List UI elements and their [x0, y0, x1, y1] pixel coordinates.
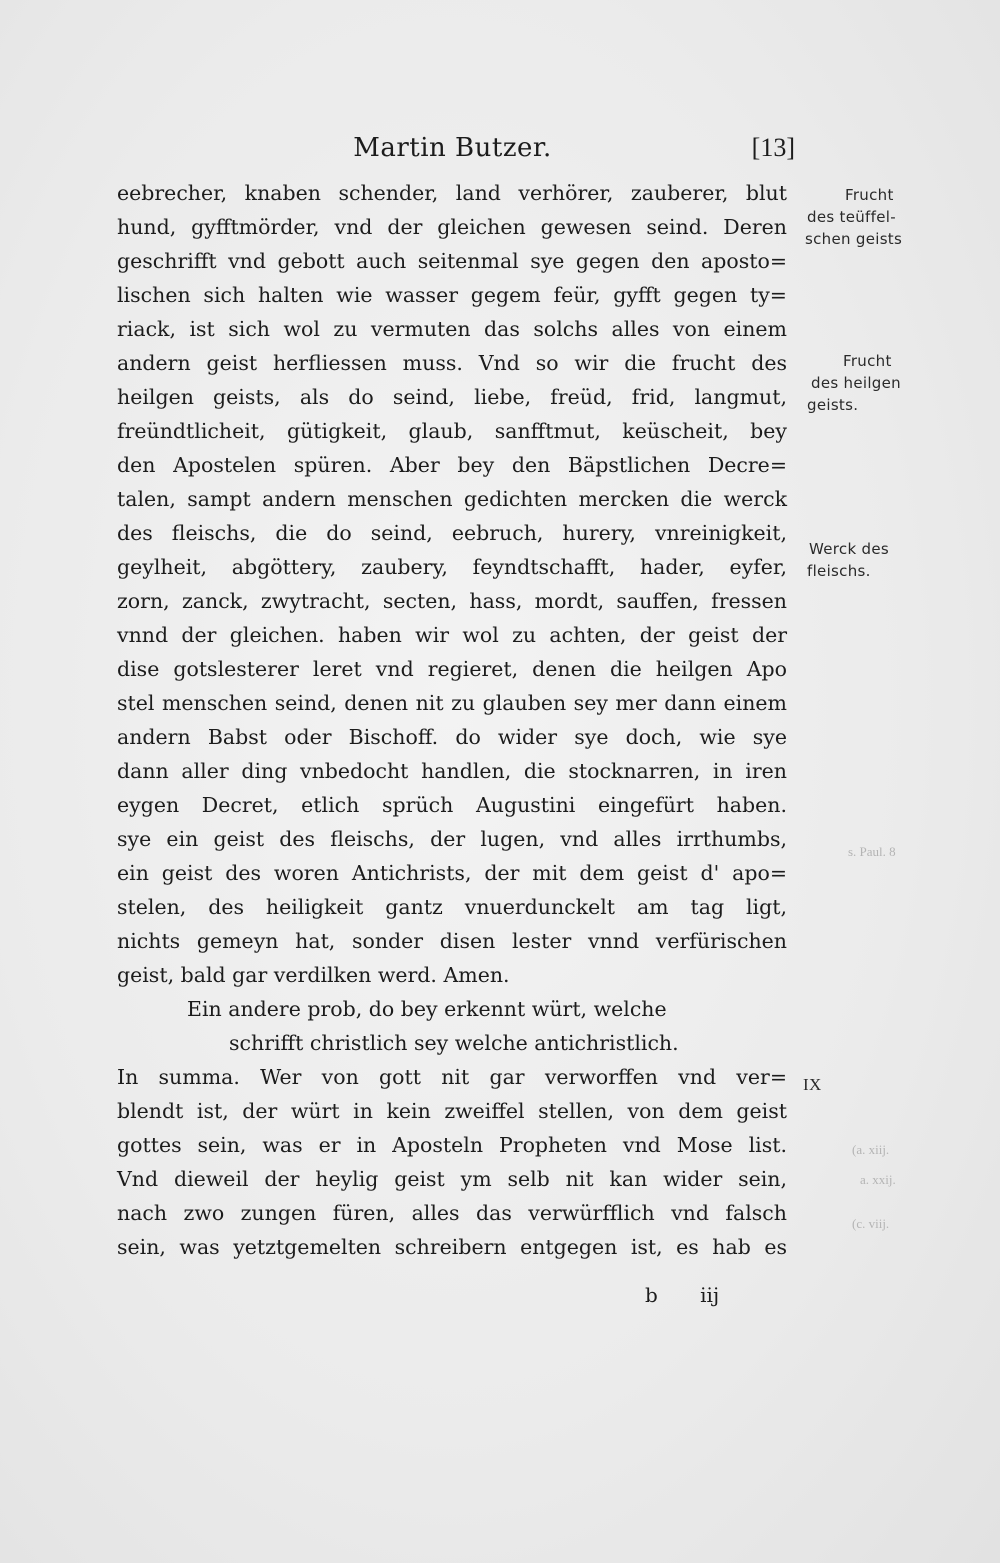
text-line: sye ein geist des fleischs, der lugen, vnd alles irrthumbs, [117, 827, 787, 851]
text-line: stel menschen seind, denen nit zu glauben sey mer dann einem [117, 691, 787, 715]
text-line: Vnd dieweil der heylig geist ym selb nit kan wider sein, [117, 1167, 787, 1191]
margin-note-line: geists. [807, 396, 859, 414]
margin-note-line: Frucht [843, 352, 892, 370]
body-text [117, 176, 787, 1264]
text-line: nach zwo zungen füren, alles das verwürfflich vnd falsch [117, 1201, 787, 1225]
text-line: geschrifft vnd gebott auch seitenmal sye gegen den aposto= [117, 249, 787, 273]
section-heading-line-2: schrifft christlich sey welche antichristlich. [229, 1031, 679, 1055]
margin-note-line: des teüffel- [807, 208, 896, 226]
text-line: sein, was yetztgemelten schreibern entgegen ist, es hab es [117, 1235, 787, 1259]
text-line: geylheit, abgöttery, zaubery, feyndtschafft, hader, eyfer, [117, 555, 787, 579]
text-line: vnnd der gleichen. haben wir wol zu achten, der geist der [117, 623, 787, 647]
margin-note-werck [803, 538, 993, 582]
margin-note-line: IX [803, 1075, 822, 1094]
running-title: Martin Butzer. [353, 133, 552, 163]
text-line: gottes sein, was er in Aposteln Propheten vnd Mose list. [117, 1133, 787, 1157]
page-number: [13] [751, 133, 795, 162]
page-header [110, 128, 795, 168]
text-line: hund, gyfftmörder, vnd der gleichen gewesen seind. Deren [117, 215, 787, 239]
text-line: des fleischs, die do seind, eebruch, hurery, vnreinigkeit, [117, 521, 787, 545]
text-line: lischen sich halten wie wasser gegem feür, gyfft gegen ty= [117, 283, 787, 307]
margin-note-line: fleischs. [807, 562, 871, 580]
text-line: dann aller ding vnbedocht handlen, die stocknarren, in iren [117, 759, 787, 783]
text-line: ein geist des woren Antichrists, der mit dem geist d' apo= [117, 861, 787, 885]
bleed-through-note: s. Paul. 8 [848, 844, 896, 859]
margin-note-frucht-teuffel [803, 184, 993, 250]
text-line: blendt ist, der würt in kein zweiffel stellen, von dem geist [117, 1099, 787, 1123]
margin-note-roman-ix [803, 1074, 993, 1096]
text-line: zorn, zanck, zwytracht, secten, hass, mordt, sauffen, fressen [117, 589, 787, 613]
text-line: andern geist herfliessen muss. Vnd so wir die frucht des [117, 351, 787, 375]
margin-note-line: schen geists [805, 230, 903, 248]
text-line: riack, ist sich wol zu vermuten das solchs alles von einem [117, 317, 787, 341]
bleed-through-note: (c. viij. [852, 1216, 890, 1231]
bleed-through-note: a. xxij. [860, 1172, 896, 1187]
text-line: eebrecher, knaben schender, land verhörer, zauberer, blut [117, 181, 787, 205]
text-line: talen, sampt andern menschen gedichten mercken die werck [117, 487, 787, 511]
text-line: andern Babst oder Bischoff. do wider sye doch, wie sye [117, 725, 787, 749]
text-line: den Apostelen spüren. Aber bey den Bäpstlichen Decre= [117, 453, 787, 477]
bleed-through-note: (a. xiij. [852, 1142, 890, 1157]
margin-note-line: Werck des [809, 540, 889, 558]
text-line: eygen Decret, etlich sprüch Augustini eingefürt haben. [117, 793, 787, 817]
printer-signature: b iij [645, 1283, 720, 1307]
text-line: freündtlicheit, gütigkeit, glaub, sanfftmut, keüscheit, bey [117, 419, 787, 443]
margin-note-line: Frucht [845, 186, 894, 204]
margin-note-line: des heilgen [811, 374, 901, 392]
section-heading-line-1: Ein andere prob, do bey erkennt würt, welche [187, 997, 667, 1021]
text-line: nichts gemeyn hat, sonder disen lester vnnd verfürischen [117, 929, 787, 953]
margin-note-frucht-heilgen [803, 350, 993, 416]
text-line: geist, bald gar verdilken werd. Amen. [117, 963, 510, 987]
text-line: heilgen geists, als do seind, liebe, freüd, frid, langmut, [117, 385, 787, 409]
text-line: In summa. Wer von gott nit gar verworffen vnd ver= [117, 1065, 787, 1089]
text-line: dise gotslesterer leret vnd regieret, denen die heilgen Apo [117, 657, 787, 681]
text-line: stelen, des heiligkeit gantz vnuerdunckelt am tag ligt, [117, 895, 787, 919]
